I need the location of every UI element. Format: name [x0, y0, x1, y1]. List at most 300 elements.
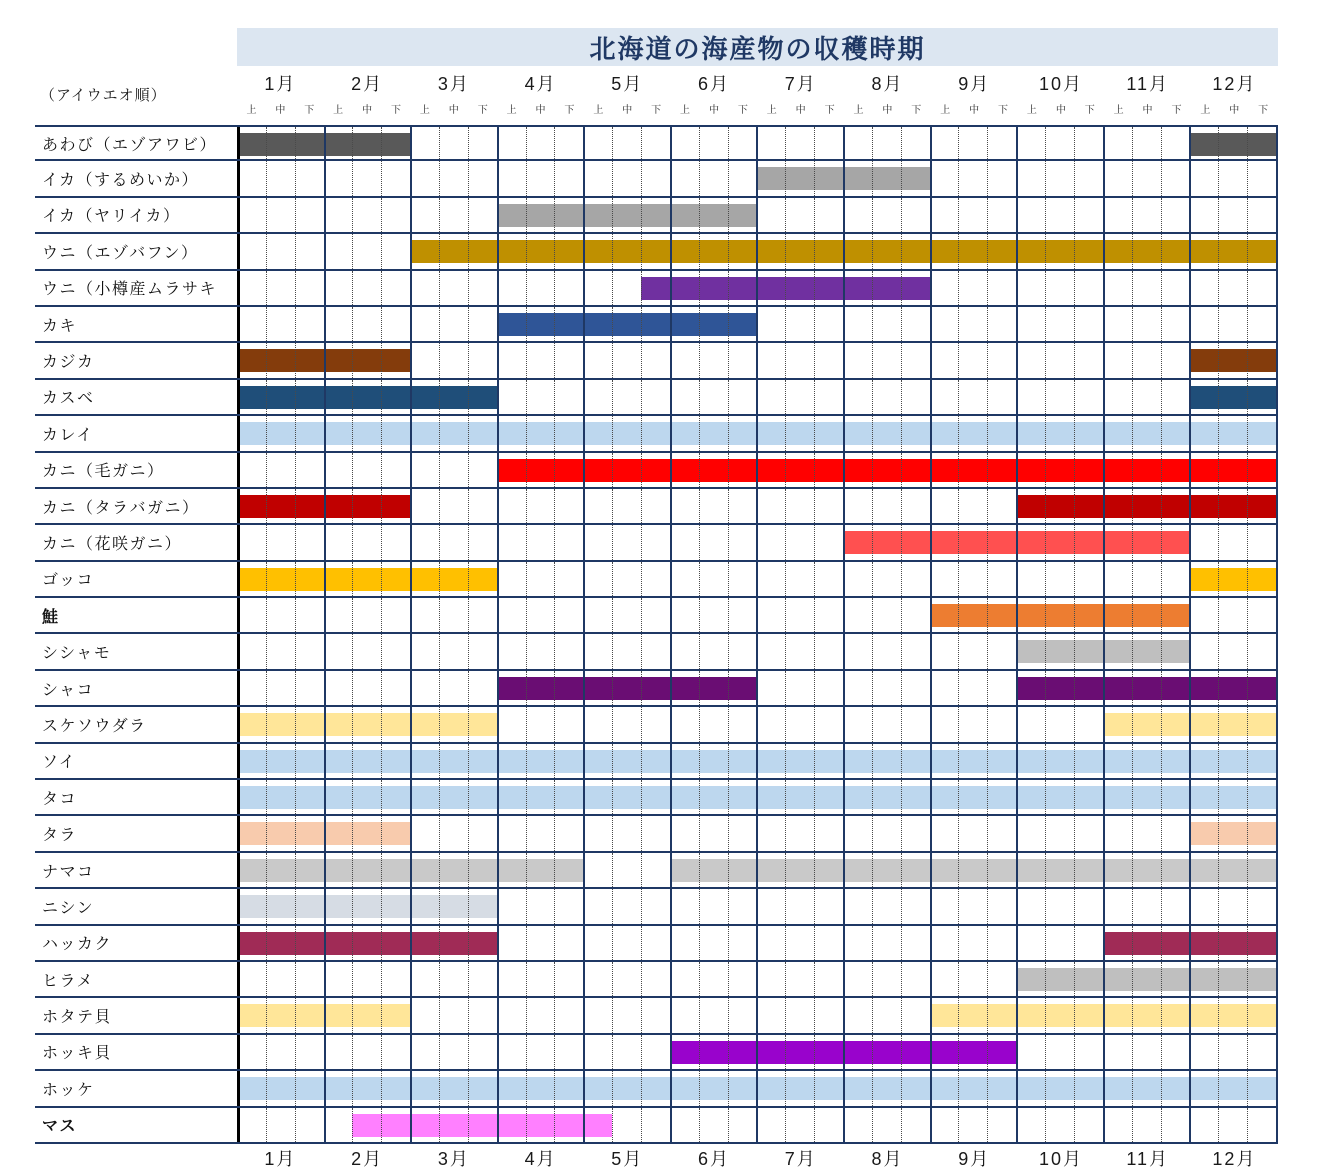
grid-cell	[526, 127, 555, 159]
period-label: 下	[651, 105, 662, 116]
grid-cell	[930, 926, 959, 960]
grid-cell	[439, 525, 468, 559]
table-row	[0, 453, 1278, 489]
grid-cell	[439, 198, 468, 232]
grid-cell	[295, 1108, 324, 1142]
grid-cell	[468, 1035, 497, 1069]
month-header-top	[237, 70, 1278, 98]
table-row	[0, 343, 1278, 379]
grid-cell	[641, 998, 670, 1032]
grid-cell	[987, 926, 1016, 960]
month-label-top-12: 12月	[1212, 74, 1257, 94]
grid-cell	[1016, 343, 1045, 377]
grid-cell	[497, 962, 526, 996]
harvest-bar	[670, 859, 1276, 882]
grid-cell	[930, 671, 959, 705]
grid-cell	[1218, 598, 1247, 632]
row-label: あわび（エゾアワビ）	[35, 125, 237, 161]
grid-cell	[756, 1108, 785, 1142]
grid-cell	[1189, 634, 1218, 668]
period-label: 下	[390, 105, 401, 116]
grid-cell	[266, 271, 295, 305]
grid-cell	[843, 380, 872, 414]
grid-cell	[670, 343, 699, 377]
grid-cell	[958, 307, 987, 341]
grid-cell	[1074, 127, 1103, 159]
grid-cell	[612, 343, 641, 377]
grid-cell	[468, 343, 497, 377]
grid-cell	[1045, 707, 1074, 741]
grid-cell	[554, 489, 583, 523]
table-row	[0, 1108, 1278, 1144]
grid-cell	[1161, 198, 1190, 232]
grid-cell	[295, 271, 324, 305]
grid-cell	[699, 926, 728, 960]
grid-cell	[266, 161, 295, 195]
table-row	[0, 634, 1278, 670]
grid-cell	[352, 962, 381, 996]
grid-cell	[266, 598, 295, 632]
row-grid	[237, 1035, 1278, 1071]
grid-cell	[612, 1035, 641, 1069]
grid-cell	[901, 671, 930, 705]
grid-cell	[1161, 1108, 1190, 1142]
grid-cell	[554, 889, 583, 923]
period-label: 上	[333, 105, 344, 116]
grid-cell	[381, 307, 410, 341]
grid-cell	[670, 634, 699, 668]
grid-cell	[1247, 889, 1276, 923]
grid-cell	[728, 489, 757, 523]
grid-cell	[1045, 343, 1074, 377]
grid-cell	[439, 998, 468, 1032]
grid-cell	[699, 707, 728, 741]
grid-cell	[1045, 307, 1074, 341]
period-label: 上	[246, 105, 257, 116]
grid-cell	[641, 161, 670, 195]
period-label: 中	[448, 105, 459, 116]
grid-cell	[987, 307, 1016, 341]
row-grid	[237, 307, 1278, 343]
grid-cell	[1247, 198, 1276, 232]
grid-cell	[756, 198, 785, 232]
grid-cell	[439, 161, 468, 195]
grid-cell	[1161, 343, 1190, 377]
grid-cell	[583, 998, 612, 1032]
grid-cell	[756, 634, 785, 668]
grid-lines	[237, 198, 1276, 232]
grid-cell	[1045, 816, 1074, 850]
grid-cell	[1103, 343, 1132, 377]
grid-cell	[1189, 1108, 1218, 1142]
grid-cell	[1016, 198, 1045, 232]
grid-cell	[987, 634, 1016, 668]
grid-cell	[1218, 1108, 1247, 1142]
grid-cell	[958, 161, 987, 195]
row-label: シシャモ	[35, 634, 237, 670]
period-label: 上	[1113, 105, 1124, 116]
grid-cell	[1045, 1108, 1074, 1142]
month-label-top-11: 11月	[1126, 74, 1170, 94]
grid-cell	[381, 161, 410, 195]
period-label: 下	[737, 105, 748, 116]
grid-cell	[237, 307, 266, 341]
grid-cell	[958, 962, 987, 996]
grid-cell	[814, 307, 843, 341]
harvest-bar	[1016, 495, 1276, 518]
period-label: 上	[1200, 105, 1211, 116]
period-label: 下	[824, 105, 835, 116]
month-label-top-1: 1月	[264, 74, 297, 94]
grid-cell	[352, 1035, 381, 1069]
grid-cell	[1189, 271, 1218, 305]
grid-cell	[612, 380, 641, 414]
table-row	[0, 1035, 1278, 1071]
grid-cell	[295, 198, 324, 232]
grid-cell	[901, 343, 930, 377]
grid-cell	[814, 380, 843, 414]
grid-cell	[670, 161, 699, 195]
grid-cell	[497, 380, 526, 414]
grid-cell	[410, 343, 439, 377]
grid-cell	[814, 1108, 843, 1142]
period-label: 中	[882, 105, 893, 116]
grid-cell	[468, 307, 497, 341]
grid-cell	[266, 307, 295, 341]
row-grid	[237, 125, 1278, 161]
row-grid	[237, 234, 1278, 270]
harvest-bar	[843, 531, 1189, 554]
grid-cell	[785, 889, 814, 923]
row-label: カキ	[35, 307, 237, 343]
grid-cell	[872, 198, 901, 232]
row-grid	[237, 998, 1278, 1034]
grid-cell	[641, 598, 670, 632]
grid-cell	[1074, 707, 1103, 741]
row-label: ヒラメ	[35, 962, 237, 998]
grid-cell	[324, 198, 353, 232]
grid-cell	[987, 271, 1016, 305]
grid-cell	[1074, 889, 1103, 923]
grid-cell	[1132, 889, 1161, 923]
month-label-bottom-5: 5月	[611, 1149, 644, 1169]
grid-cell	[324, 634, 353, 668]
month-label-bottom-6: 6月	[698, 1149, 731, 1169]
grid-cell	[583, 562, 612, 596]
harvest-bar	[237, 822, 410, 845]
grid-cell	[1189, 525, 1218, 559]
grid-cell	[1132, 271, 1161, 305]
grid-cell	[1247, 598, 1276, 632]
table-row	[0, 198, 1278, 234]
grid-cell	[381, 234, 410, 268]
grid-cell	[583, 127, 612, 159]
harvest-bar	[1103, 932, 1276, 955]
grid-cell	[468, 198, 497, 232]
harvest-bar	[237, 932, 497, 955]
grid-cell	[958, 127, 987, 159]
grid-cell	[497, 634, 526, 668]
grid-cell	[583, 889, 612, 923]
grid-cell	[1016, 707, 1045, 741]
grid-cell	[843, 598, 872, 632]
grid-cell	[410, 634, 439, 668]
grid-cell	[641, 634, 670, 668]
grid-cell	[612, 562, 641, 596]
grid-cell	[901, 489, 930, 523]
row-grid	[237, 161, 1278, 197]
grid-cell	[958, 198, 987, 232]
month-label-top-4: 4月	[524, 74, 557, 94]
grid-cell	[728, 598, 757, 632]
grid-cell	[958, 1108, 987, 1142]
grid-cell	[439, 343, 468, 377]
grid-cell	[670, 1108, 699, 1142]
grid-cell	[872, 343, 901, 377]
grid-cell	[1247, 1035, 1276, 1069]
grid-cell	[1074, 816, 1103, 850]
grid-cell	[1045, 562, 1074, 596]
grid-cell	[554, 926, 583, 960]
grid-cell	[1218, 198, 1247, 232]
grid-cell	[872, 671, 901, 705]
grid-cell	[612, 598, 641, 632]
grid-cell	[987, 671, 1016, 705]
grid-cell	[526, 380, 555, 414]
period-label: 中	[535, 105, 546, 116]
grid-cell	[670, 926, 699, 960]
grid-cell	[439, 489, 468, 523]
harvest-bar	[670, 1041, 1016, 1064]
row-grid	[237, 598, 1278, 634]
grid-cell	[987, 489, 1016, 523]
grid-cell	[814, 343, 843, 377]
grid-cell	[1132, 562, 1161, 596]
grid-cell	[930, 380, 959, 414]
grid-cell	[1074, 343, 1103, 377]
grid-cell	[439, 634, 468, 668]
grid-cell	[843, 127, 872, 159]
grid-cell	[497, 489, 526, 523]
grid-cell	[728, 161, 757, 195]
grid-cell	[468, 962, 497, 996]
grid-cell	[901, 998, 930, 1032]
period-label: 下	[1258, 105, 1269, 116]
grid-cell	[439, 453, 468, 487]
grid-cell	[814, 489, 843, 523]
grid-cell	[1074, 198, 1103, 232]
grid-cell	[756, 525, 785, 559]
row-label: カジカ	[35, 343, 237, 379]
grid-cell	[583, 489, 612, 523]
row-label: ウニ（エゾバフン）	[35, 234, 237, 270]
grid-cell	[843, 962, 872, 996]
grid-cell	[526, 889, 555, 923]
grid-cell	[352, 198, 381, 232]
harvest-bar	[237, 786, 1276, 809]
grid-cell	[1045, 926, 1074, 960]
grid-cell	[699, 816, 728, 850]
grid-cell	[872, 962, 901, 996]
row-grid	[237, 416, 1278, 452]
grid-cell	[1161, 307, 1190, 341]
month-label-bottom-1: 1月	[264, 1149, 297, 1169]
grid-cell	[728, 343, 757, 377]
row-label: 鮭	[35, 598, 237, 634]
grid-cell	[814, 198, 843, 232]
grid-cell	[583, 343, 612, 377]
grid-cell	[1103, 1108, 1132, 1142]
grid-cell	[266, 962, 295, 996]
grid-cell	[352, 525, 381, 559]
row-label: ホタテ貝	[35, 998, 237, 1034]
grid-cell	[785, 998, 814, 1032]
grid-cell	[699, 998, 728, 1032]
grid-cell	[468, 271, 497, 305]
grid-cell	[843, 307, 872, 341]
month-label-bottom-9: 9月	[958, 1149, 991, 1169]
grid-cell	[785, 307, 814, 341]
grid-cell	[237, 634, 266, 668]
period-label: 上	[1026, 105, 1037, 116]
grid-cell	[814, 634, 843, 668]
grid-cell	[554, 816, 583, 850]
grid-cell	[901, 598, 930, 632]
grid-cell	[554, 343, 583, 377]
table-row	[0, 271, 1278, 307]
harvest-bar	[757, 167, 930, 190]
grid-cell	[930, 307, 959, 341]
grid-cell	[872, 598, 901, 632]
grid-cell	[1045, 198, 1074, 232]
grid-cell	[1161, 562, 1190, 596]
grid-cell	[1074, 1108, 1103, 1142]
harvest-bar	[1189, 349, 1276, 372]
grid-cell	[1045, 1035, 1074, 1069]
grid-cell	[814, 127, 843, 159]
grid-cell	[381, 962, 410, 996]
grid-cell	[324, 1035, 353, 1069]
grid-cell	[872, 127, 901, 159]
grid-cell	[699, 598, 728, 632]
harvest-bar	[497, 459, 1276, 482]
chart-rows	[0, 125, 1278, 1144]
harvest-bar	[237, 133, 410, 156]
grid-cell	[266, 634, 295, 668]
grid-cell	[266, 234, 295, 268]
grid-cell	[1016, 271, 1045, 305]
grid-cell	[583, 634, 612, 668]
grid-cell	[1045, 380, 1074, 414]
grid-cell	[756, 489, 785, 523]
grid-cell	[439, 962, 468, 996]
grid-cell	[324, 671, 353, 705]
harvest-bar	[930, 604, 1190, 627]
grid-cell	[1161, 127, 1190, 159]
grid-cell	[872, 634, 901, 668]
grid-cell	[497, 562, 526, 596]
grid-cell	[699, 889, 728, 923]
table-row	[0, 853, 1278, 889]
grid-cell	[756, 889, 785, 923]
grid-cell	[1218, 525, 1247, 559]
month-label-top-6: 6月	[698, 74, 731, 94]
grid-cell	[583, 598, 612, 632]
grid-cell	[381, 598, 410, 632]
row-grid	[237, 671, 1278, 707]
grid-cell	[410, 998, 439, 1032]
grid-cell	[814, 671, 843, 705]
grid-cell	[987, 161, 1016, 195]
grid-cell	[756, 707, 785, 741]
grid-cell	[901, 889, 930, 923]
period-label: 下	[998, 105, 1009, 116]
grid-cell	[843, 816, 872, 850]
grid-cell	[785, 1108, 814, 1142]
grid-cell	[237, 198, 266, 232]
title-band	[237, 28, 1278, 66]
grid-cell	[785, 489, 814, 523]
grid-cell	[1016, 889, 1045, 923]
grid-cell	[237, 598, 266, 632]
grid-cell	[266, 671, 295, 705]
period-label: 上	[853, 105, 864, 116]
grid-cell	[987, 562, 1016, 596]
harvest-bar	[237, 386, 497, 409]
grid-cell	[497, 343, 526, 377]
grid-cell	[785, 343, 814, 377]
grid-cell	[295, 1035, 324, 1069]
row-grid	[237, 271, 1278, 307]
row-grid	[237, 453, 1278, 489]
grid-cell	[295, 453, 324, 487]
row-grid	[237, 816, 1278, 852]
row-grid	[237, 889, 1278, 925]
grid-cell	[670, 707, 699, 741]
row-grid	[237, 380, 1278, 416]
grid-cell	[756, 962, 785, 996]
grid-cell	[1161, 271, 1190, 305]
grid-cell	[1218, 1035, 1247, 1069]
table-row	[0, 380, 1278, 416]
row-label: シャコ	[35, 671, 237, 707]
grid-cell	[641, 1035, 670, 1069]
grid-cell	[352, 634, 381, 668]
grid-cell	[497, 1035, 526, 1069]
grid-cell	[872, 1108, 901, 1142]
grid-cell	[843, 889, 872, 923]
grid-cell	[641, 853, 670, 887]
grid-cell	[583, 380, 612, 414]
grid-cell	[497, 127, 526, 159]
grid-cell	[930, 889, 959, 923]
grid-cell	[728, 562, 757, 596]
grid-cell	[814, 926, 843, 960]
grid-cell	[237, 671, 266, 705]
month-label-bottom-11: 11月	[1126, 1149, 1170, 1169]
grid-cell	[526, 343, 555, 377]
grid-cell	[295, 234, 324, 268]
grid-cell	[295, 962, 324, 996]
grid-cell	[237, 234, 266, 268]
month-label-bottom-12: 12月	[1212, 1149, 1257, 1169]
grid-cell	[699, 1108, 728, 1142]
row-label: カニ（花咲ガニ）	[35, 525, 237, 561]
grid-cell	[324, 234, 353, 268]
grid-cell	[324, 161, 353, 195]
grid-cell	[670, 127, 699, 159]
grid-cell	[1161, 161, 1190, 195]
